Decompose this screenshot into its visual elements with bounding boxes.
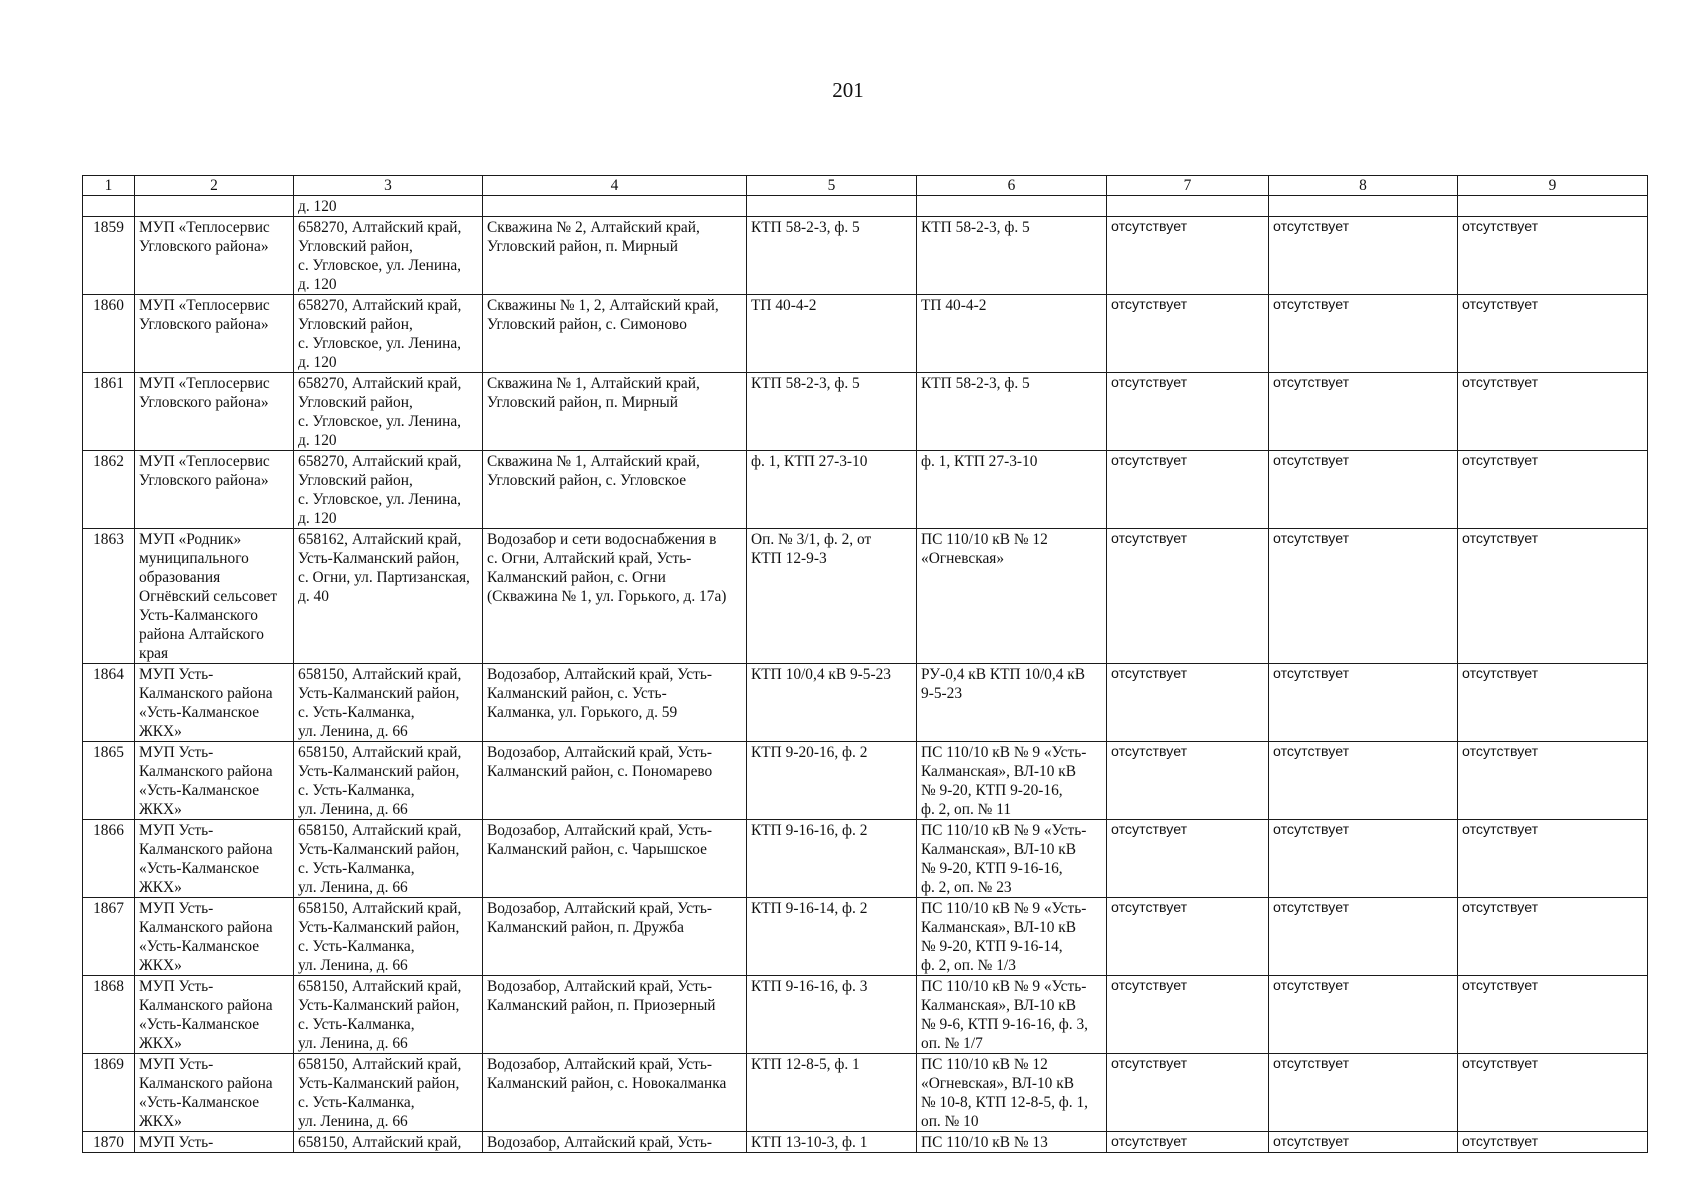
column-7-cell: отсутствует [1107,898,1269,976]
supply-source-cell: ПС 110/10 кВ № 9 «Усть- Калманская», ВЛ-10 кВ № 9-6, КТП 9-16-16, ф. 3, оп. № 1/7 [917,976,1107,1054]
address-cell: 658162, Алтайский край, Усть-Калманский район, с. Огни, ул. Партизанская, д. 40 [294,529,483,664]
column-7-cell: отсутствует [1107,217,1269,295]
organization-cell: МУП «Теплосервис Угловского района» [135,217,294,295]
address-cell: 658150, Алтайский край, Усть-Калманский район, с. Усть-Калманка, ул. Ленина, д. 66 [294,742,483,820]
column-7-cell: отсутствует [1107,529,1269,664]
organization-cell: МУП Усть- [135,1132,294,1153]
supply-source-cell: РУ-0,4 кВ КТП 10/0,4 кВ 9-5-23 [917,664,1107,742]
organization-cell: МУП «Теплосервис Угловского района» [135,451,294,529]
connection-point-cell: Оп. № 3/1, ф. 2, от КТП 12-9-3 [747,529,917,664]
row-number-cell: 1861 [83,373,135,451]
column-7-cell: отсутствует [1107,820,1269,898]
column-number: 6 [917,176,1107,196]
column-9-cell: отсутствует [1458,664,1648,742]
object-cell: Водозабор и сети водоснабжения в с. Огни, Алтайский край, Усть- Калманский район, с. Огни (Скважина № 1, ул. Горького, д. 17а) [483,529,747,664]
organization-cell: МУП Усть- Калманского района «Усть-Калманское ЖКХ» [135,976,294,1054]
connection-point-cell: КТП 10/0,4 кВ 9-5-23 [747,664,917,742]
column-7-cell: отсутствует [1107,664,1269,742]
column-7-cell: отсутствует [1107,451,1269,529]
address-cell: 658150, Алтайский край, [294,1132,483,1153]
column-7-cell: отсутствует [1107,742,1269,820]
address-cell: 658270, Алтайский край, Угловский район, с. Угловское, ул. Ленина, д. 120 [294,451,483,529]
object-cell: Водозабор, Алтайский край, Усть- Калманский район, п. Приозерный [483,976,747,1054]
supply-source-cell: ПС 110/10 кВ № 9 «Усть- Калманская», ВЛ-10 кВ № 9-20, КТП 9-16-16, ф. 2, оп. № 23 [917,820,1107,898]
connection-point-cell: КТП 9-16-16, ф. 2 [747,820,917,898]
registry-table [82,175,1648,1153]
object-cell: Скважина № 1, Алтайский край, Угловский район, с. Угловское [483,451,747,529]
supply-source-cell: КТП 58-2-3, ф. 5 [917,217,1107,295]
column-7-cell: отсутствует [1107,1132,1269,1153]
row-number-cell: 1868 [83,976,135,1054]
table-row [83,976,1648,1054]
column-8-cell: отсутствует [1269,664,1458,742]
supply-source-cell: ПС 110/10 кВ № 9 «Усть- Калманская», ВЛ-10 кВ № 9-20, КТП 9-16-14, ф. 2, оп. № 1/3 [917,898,1107,976]
organization-cell: МУП Усть- Калманского района «Усть-Калманское ЖКХ» [135,820,294,898]
column-9-cell [1458,196,1648,217]
column-7-cell: отсутствует [1107,295,1269,373]
row-number-cell: 1865 [83,742,135,820]
column-number-row [83,176,1648,196]
object-cell: Водозабор, Алтайский край, Усть- Калманский район, с. Чарышское [483,820,747,898]
organization-cell: МУП Усть- Калманского района «Усть-Калманское ЖКХ» [135,1054,294,1132]
object-cell: Водозабор, Алтайский край, Усть- Калманский район, с. Пономарево [483,742,747,820]
organization-cell: МУП «Теплосервис Угловского района» [135,295,294,373]
row-number-cell: 1870 [83,1132,135,1153]
column-number: 1 [83,176,135,196]
supply-source-cell: ПС 110/10 кВ № 13 [917,1132,1107,1153]
address-cell: 658270, Алтайский край, Угловский район, с. Угловское, ул. Ленина, д. 120 [294,295,483,373]
supply-source-cell: ф. 1, КТП 27-3-10 [917,451,1107,529]
supply-source-cell: КТП 58-2-3, ф. 5 [917,373,1107,451]
column-9-cell: отсутствует [1458,529,1648,664]
table-row [83,529,1648,664]
address-cell: 658150, Алтайский край, Усть-Калманский район, с. Усть-Калманка, ул. Ленина, д. 66 [294,664,483,742]
row-number-cell [83,196,135,217]
organization-cell: МУП «Родник» муниципального образования Огнёвский сельсовет Усть-Калманского района Алтайского края [135,529,294,664]
column-8-cell: отсутствует [1269,451,1458,529]
column-number: 7 [1107,176,1269,196]
page-number: 201 [832,78,864,102]
object-cell: Скважина № 1, Алтайский край, Угловский район, п. Мирный [483,373,747,451]
table-row [83,664,1648,742]
column-8-cell: отсутствует [1269,1054,1458,1132]
address-cell: 658150, Алтайский край, Усть-Калманский район, с. Усть-Калманка, ул. Ленина, д. 66 [294,976,483,1054]
table-row [83,373,1648,451]
column-9-cell: отсутствует [1458,373,1648,451]
address-cell: 658150, Алтайский край, Усть-Калманский район, с. Усть-Калманка, ул. Ленина, д. 66 [294,898,483,976]
connection-point-cell: КТП 58-2-3, ф. 5 [747,217,917,295]
connection-point-cell: ТП 40-4-2 [747,295,917,373]
address-cell: д. 120 [294,196,483,217]
row-number-cell: 1867 [83,898,135,976]
column-8-cell: отсутствует [1269,820,1458,898]
column-9-cell: отсутствует [1458,820,1648,898]
object-cell: Скважина № 2, Алтайский край, Угловский район, п. Мирный [483,217,747,295]
column-9-cell: отсутствует [1458,1054,1648,1132]
object-cell: Водозабор, Алтайский край, Усть- [483,1132,747,1153]
connection-point-cell: КТП 12-8-5, ф. 1 [747,1054,917,1132]
table-row [83,1132,1648,1153]
connection-point-cell: КТП 9-16-14, ф. 2 [747,898,917,976]
column-9-cell: отсутствует [1458,451,1648,529]
supply-source-cell: ПС 110/10 кВ № 9 «Усть- Калманская», ВЛ-10 кВ № 9-20, КТП 9-20-16, ф. 2, оп. № 11 [917,742,1107,820]
object-cell: Водозабор, Алтайский край, Усть- Калманский район, п. Дружба [483,898,747,976]
table-row [83,820,1648,898]
column-number: 4 [483,176,747,196]
organization-cell [135,196,294,217]
address-cell: 658270, Алтайский край, Угловский район, с. Угловское, ул. Ленина, д. 120 [294,217,483,295]
row-number-cell: 1863 [83,529,135,664]
connection-point-cell: КТП 9-20-16, ф. 2 [747,742,917,820]
address-cell: 658270, Алтайский край, Угловский район, с. Угловское, ул. Ленина, д. 120 [294,373,483,451]
connection-point-cell: КТП 13-10-3, ф. 1 [747,1132,917,1153]
column-9-cell: отсутствует [1458,1132,1648,1153]
table-row [83,742,1648,820]
address-cell: 658150, Алтайский край, Усть-Калманский район, с. Усть-Калманка, ул. Ленина, д. 66 [294,820,483,898]
organization-cell: МУП Усть- Калманского района «Усть-Калманское ЖКХ» [135,898,294,976]
object-cell: Водозабор, Алтайский край, Усть- Калманский район, с. Усть- Калманка, ул. Горького, д. 59 [483,664,747,742]
row-number-cell: 1862 [83,451,135,529]
column-number: 3 [294,176,483,196]
column-9-cell: отсутствует [1458,898,1648,976]
column-number: 8 [1269,176,1458,196]
supply-source-cell: ПС 110/10 кВ № 12 «Огневская», ВЛ-10 кВ № 10-8, КТП 12-8-5, ф. 1, оп. № 10 [917,1054,1107,1132]
column-8-cell: отсутствует [1269,295,1458,373]
column-number: 9 [1458,176,1648,196]
connection-point-cell: ф. 1, КТП 27-3-10 [747,451,917,529]
supply-source-cell [917,196,1107,217]
column-7-cell [1107,196,1269,217]
organization-cell: МУП «Теплосервис Угловского района» [135,373,294,451]
column-8-cell: отсутствует [1269,898,1458,976]
column-8-cell: отсутствует [1269,976,1458,1054]
organization-cell: МУП Усть- Калманского района «Усть-Калманское ЖКХ» [135,742,294,820]
supply-source-cell: ТП 40-4-2 [917,295,1107,373]
organization-cell: МУП Усть- Калманского района «Усть-Калманское ЖКХ» [135,664,294,742]
column-8-cell: отсутствует [1269,373,1458,451]
object-cell: Водозабор, Алтайский край, Усть- Калманский район, с. Новокалманка [483,1054,747,1132]
column-9-cell: отсутствует [1458,976,1648,1054]
table-row [83,451,1648,529]
column-7-cell: отсутствует [1107,976,1269,1054]
column-8-cell: отсутствует [1269,217,1458,295]
column-9-cell: отсутствует [1458,742,1648,820]
table-row [83,1054,1648,1132]
row-number-cell: 1859 [83,217,135,295]
row-number-cell: 1860 [83,295,135,373]
column-number: 5 [747,176,917,196]
object-cell: Скважины № 1, 2, Алтайский край, Угловский район, с. Симоново [483,295,747,373]
supply-source-cell: ПС 110/10 кВ № 12 «Огневская» [917,529,1107,664]
table-row [83,898,1648,976]
column-7-cell: отсутствует [1107,1054,1269,1132]
table-row [83,295,1648,373]
row-number-cell: 1864 [83,664,135,742]
connection-point-cell [747,196,917,217]
address-cell: 658150, Алтайский край, Усть-Калманский район, с. Усть-Калманка, ул. Ленина, д. 66 [294,1054,483,1132]
connection-point-cell: КТП 58-2-3, ф. 5 [747,373,917,451]
object-cell [483,196,747,217]
continuation-row [83,196,1648,217]
column-number: 2 [135,176,294,196]
row-number-cell: 1866 [83,820,135,898]
column-8-cell [1269,196,1458,217]
column-8-cell: отсутствует [1269,742,1458,820]
column-9-cell: отсутствует [1458,217,1648,295]
row-number-cell: 1869 [83,1054,135,1132]
table-row [83,217,1648,295]
column-8-cell: отсутствует [1269,529,1458,664]
connection-point-cell: КТП 9-16-16, ф. 3 [747,976,917,1054]
column-8-cell: отсутствует [1269,1132,1458,1153]
column-9-cell: отсутствует [1458,295,1648,373]
column-7-cell: отсутствует [1107,373,1269,451]
